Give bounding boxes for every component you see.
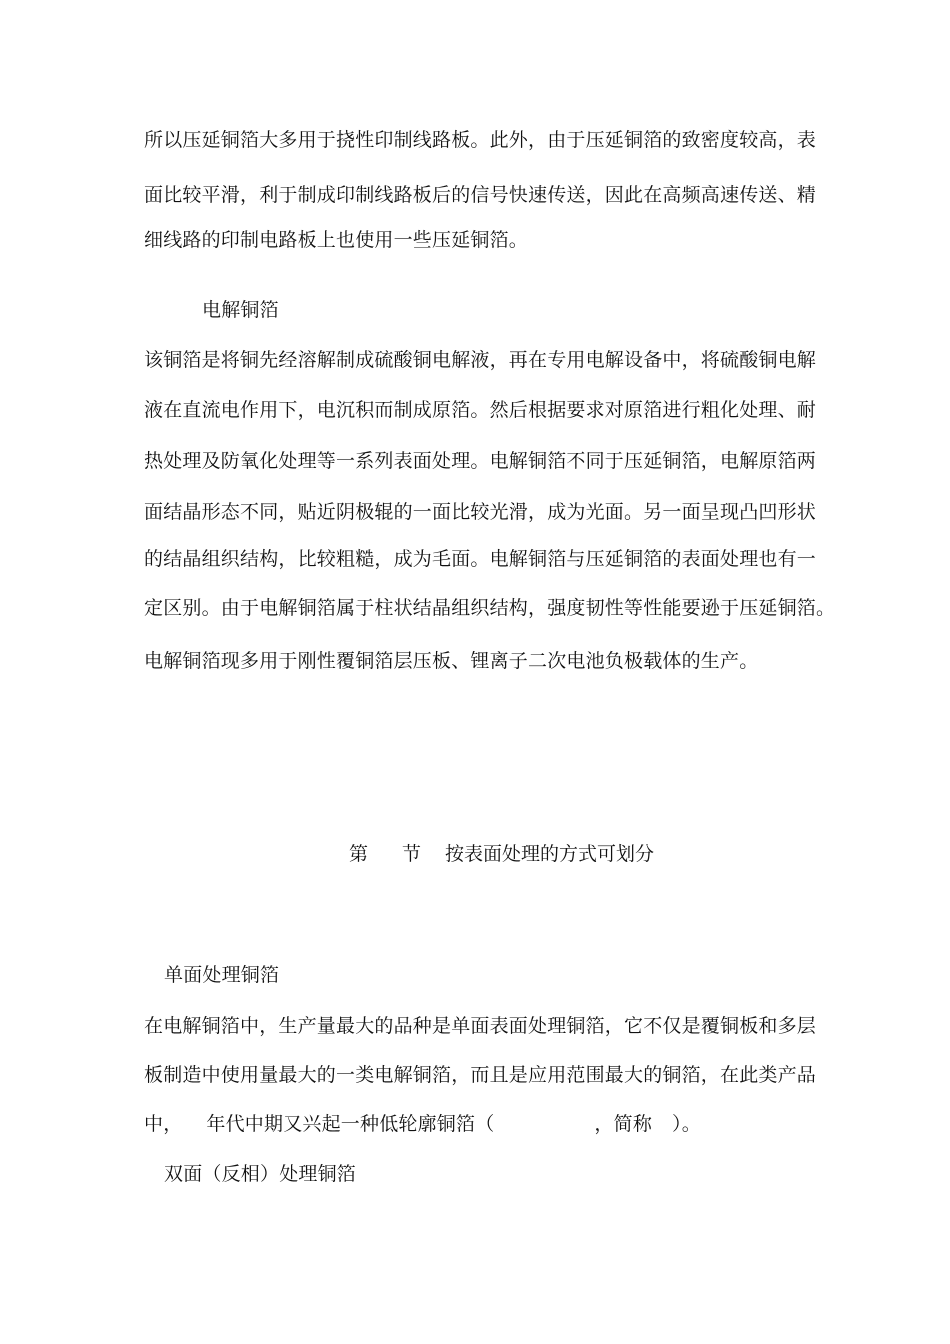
- paragraph-1-line-1: 所以压延铜箔大多用于挠性印制线路板。此外，由于压延铜箔的致密度较高，表: [144, 129, 817, 151]
- paragraph-3-line-1: 在电解铜箔中，生产量最大的品种是单面表面处理铜箔，它不仅是覆铜板和多层: [144, 1015, 817, 1037]
- subheading-single-side-treated-foil: 单面处理铜箔: [164, 964, 280, 986]
- paragraph-2-line-4: 面结晶形态不同，贴近阴极辊的一面比较光滑，成为光面。另一面呈现凸凹形状: [144, 501, 817, 523]
- paragraph-2-line-1: 该铜箔是将铜先经溶解制成硫酸铜电解液，再在专用电解设备中，将硫酸铜电解: [144, 349, 817, 371]
- subheading-electrolytic-copper-foil: 电解铜箔: [202, 299, 279, 321]
- paragraph-1-line-2: 面比较平滑，利于制成印制线路板后的信号快速传送，因此在高频高速传送、精: [144, 184, 817, 206]
- subheading-double-side-treated-foil: 双面（反相）处理铜箔: [164, 1163, 357, 1185]
- paragraph-3-line-3-seg-2: 年代中期又兴起一种低轮廓铜箔（: [206, 1113, 495, 1135]
- section-heading-part-2: 节: [402, 843, 422, 865]
- section-heading: [349, 842, 654, 866]
- paragraph-3-line-2: 板制造中使用量最大的一类电解铜箔，而且是应用范围最大的铜箔，在此类产品: [144, 1064, 817, 1086]
- paragraph-3-line-3: [144, 1112, 701, 1136]
- paragraph-2-line-6: 定区别。由于电解铜箔属于柱状结晶组织结构，强度韧性等性能要逊于压延铜箔。: [144, 597, 836, 619]
- paragraph-2-line-7: 电解铜箔现多用于刚性覆铜箔层压板、锂离子二次电池负极载体的生产。: [144, 650, 759, 672]
- paragraph-3-line-3-seg-3: ，简称: [594, 1113, 653, 1135]
- paragraph-2-line-5: 的结晶组织结构，比较粗糙，成为毛面。电解铜箔与压延铜箔的表面处理也有一: [144, 548, 817, 570]
- paragraph-2-line-2: 液在直流电作用下，电沉积而制成原箔。然后根据要求对原箔进行粗化处理、耐: [144, 399, 817, 421]
- paragraph-2-line-3: 热处理及防氧化处理等一系列表面处理。电解铜箔不同于压延铜箔，电解原箔两: [144, 450, 817, 472]
- section-heading-part-1: 第: [349, 843, 369, 865]
- paragraph-3-line-3-seg-1: 中，: [144, 1113, 183, 1135]
- section-heading-part-3: 按表面处理的方式可划分: [445, 843, 655, 865]
- paragraph-1-line-3: 细线路的印制电路板上也使用一些压延铜箔。: [144, 229, 529, 251]
- paragraph-3-line-3-seg-4: ）。: [672, 1113, 701, 1135]
